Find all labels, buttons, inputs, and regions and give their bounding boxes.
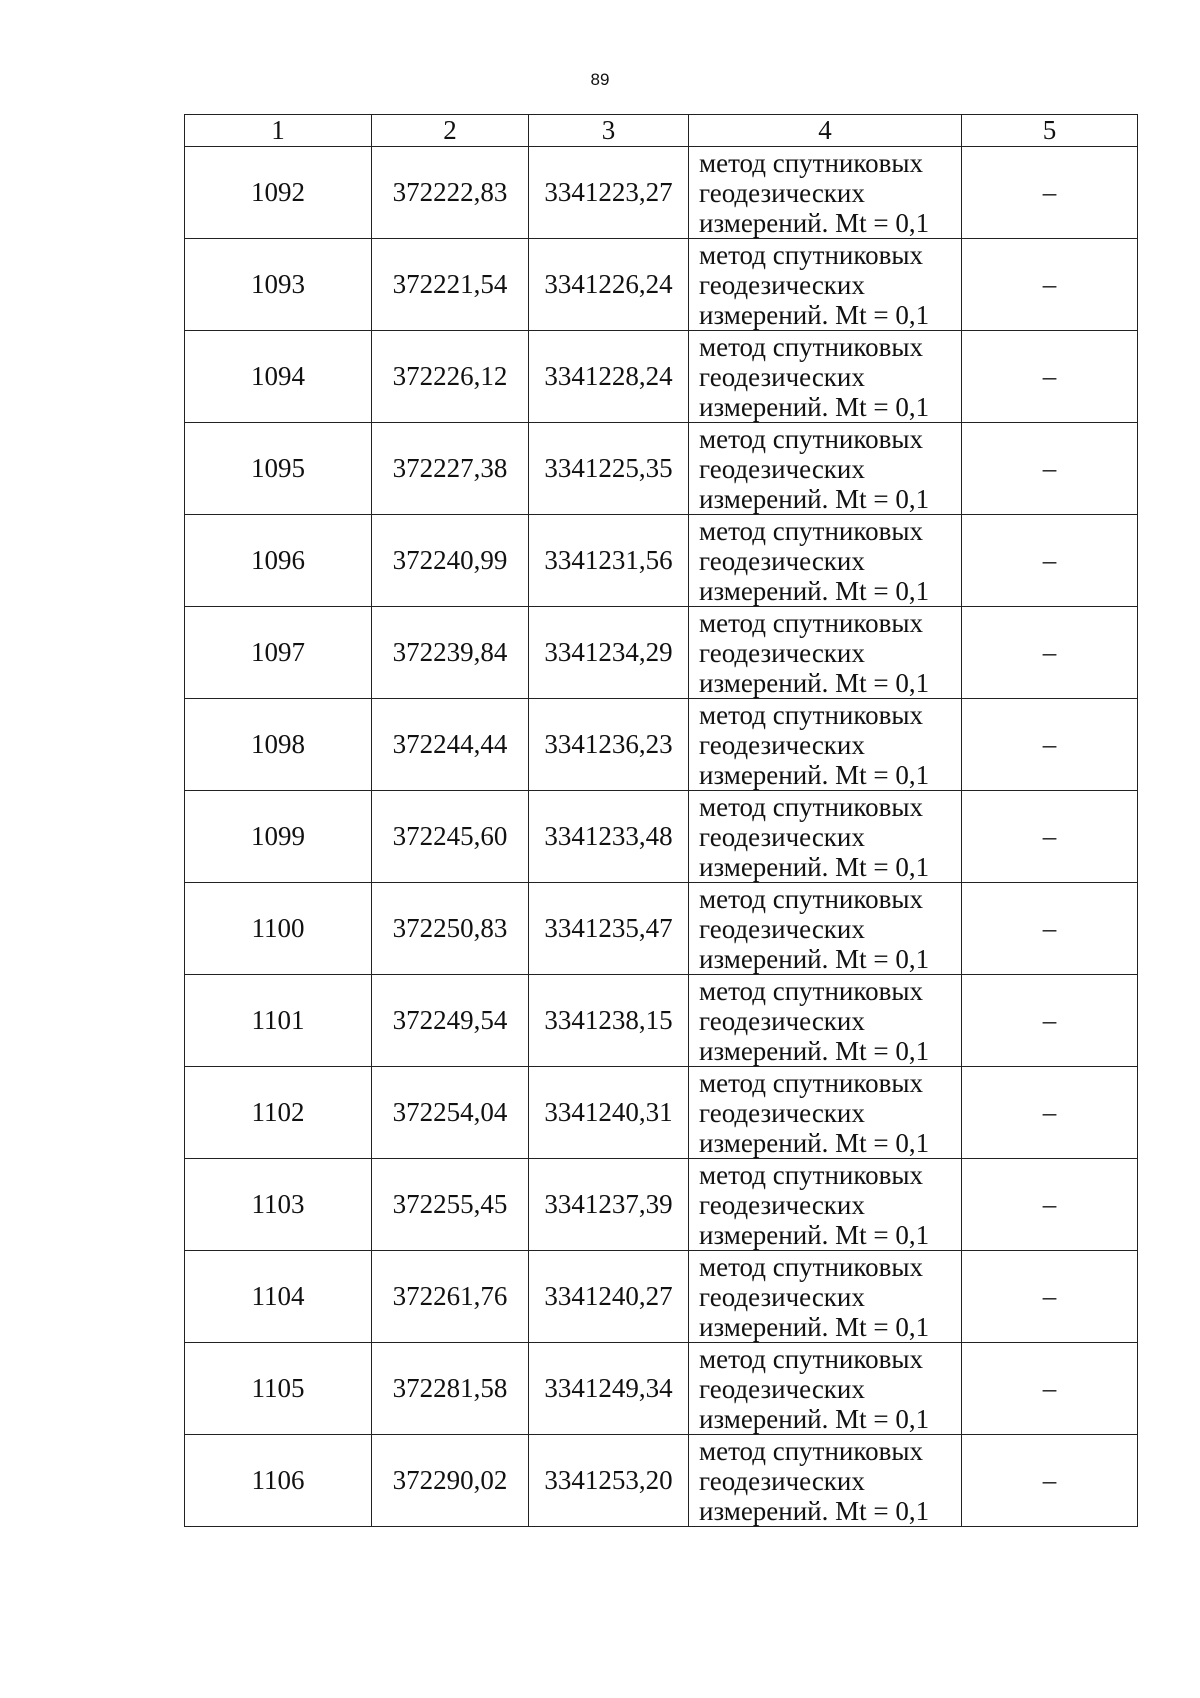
point-number-cell: 1094: [185, 331, 372, 423]
header-row: [185, 115, 1138, 147]
method-text-line: измерений. Mt = 0,1: [699, 483, 930, 514]
column-5-cell: –: [962, 791, 1138, 883]
column-5-cell: –: [962, 239, 1138, 331]
y-coordinate-cell: 3341223,27: [529, 147, 689, 239]
point-number-cell: 1099: [185, 791, 372, 883]
table-row: [185, 423, 1138, 515]
method-text-line: метод спутниковых: [699, 331, 923, 362]
method-text-line: метод спутниковых: [699, 1435, 923, 1466]
column-5-cell: –: [962, 423, 1138, 515]
method-cell: [689, 331, 962, 423]
method-cell: [689, 791, 962, 883]
method-text-line: метод спутниковых: [699, 1251, 923, 1282]
method-text-line: измерений. Mt = 0,1: [699, 851, 930, 882]
y-coordinate-cell: 3341228,24: [529, 331, 689, 423]
point-number-cell: 1092: [185, 147, 372, 239]
column-5-cell: –: [962, 1067, 1138, 1159]
table-body: [185, 147, 1138, 1527]
x-coordinate-cell: 372245,60: [372, 791, 529, 883]
header-cell-4: 4: [689, 115, 962, 147]
method-text-line: измерений. Mt = 0,1: [699, 1035, 930, 1066]
table-row: [185, 699, 1138, 791]
method-text-line: геодезических: [699, 729, 865, 760]
method-text-line: измерений. Mt = 0,1: [699, 207, 930, 238]
column-5-cell: –: [962, 699, 1138, 791]
x-coordinate-cell: 372261,76: [372, 1251, 529, 1343]
y-coordinate-cell: 3341226,24: [529, 239, 689, 331]
method-cell: [689, 1251, 962, 1343]
x-coordinate-cell: 372240,99: [372, 515, 529, 607]
y-coordinate-cell: 3341234,29: [529, 607, 689, 699]
x-coordinate-cell: 372222,83: [372, 147, 529, 239]
point-number-cell: 1101: [185, 975, 372, 1067]
method-text-line: геодезических: [699, 177, 865, 208]
method-text-line: геодезических: [699, 1005, 865, 1036]
point-number-cell: 1097: [185, 607, 372, 699]
method-text-line: измерений. Mt = 0,1: [699, 943, 930, 974]
table-row: [185, 147, 1138, 239]
method-text-line: измерений. Mt = 0,1: [699, 391, 930, 422]
column-5-cell: –: [962, 1159, 1138, 1251]
method-text-line: метод спутниковых: [699, 1343, 923, 1374]
table-row: [185, 883, 1138, 975]
x-coordinate-cell: 372250,83: [372, 883, 529, 975]
table-header: [185, 115, 1138, 147]
x-coordinate-cell: 372239,84: [372, 607, 529, 699]
table-row: [185, 1343, 1138, 1435]
column-5-cell: –: [962, 883, 1138, 975]
y-coordinate-cell: 3341238,15: [529, 975, 689, 1067]
method-text-line: измерений. Mt = 0,1: [699, 759, 930, 790]
x-coordinate-cell: 372281,58: [372, 1343, 529, 1435]
y-coordinate-cell: 3341240,31: [529, 1067, 689, 1159]
y-coordinate-cell: 3341233,48: [529, 791, 689, 883]
method-text-line: измерений. Mt = 0,1: [699, 1127, 930, 1158]
point-number-cell: 1093: [185, 239, 372, 331]
method-text-line: метод спутниковых: [699, 515, 923, 546]
method-cell: [689, 607, 962, 699]
y-coordinate-cell: 3341231,56: [529, 515, 689, 607]
x-coordinate-cell: 372255,45: [372, 1159, 529, 1251]
method-cell: [689, 239, 962, 331]
method-text-line: метод спутниковых: [699, 1067, 923, 1098]
column-5-cell: –: [962, 607, 1138, 699]
method-text-line: метод спутниковых: [699, 607, 923, 638]
method-text-line: метод спутниковых: [699, 975, 923, 1006]
method-text-line: геодезических: [699, 1465, 865, 1496]
x-coordinate-cell: 372221,54: [372, 239, 529, 331]
point-number-cell: 1102: [185, 1067, 372, 1159]
method-text-line: измерений. Mt = 0,1: [699, 667, 930, 698]
method-cell: [689, 423, 962, 515]
method-text-line: метод спутниковых: [699, 147, 923, 178]
method-text-line: геодезических: [699, 1097, 865, 1128]
table-row: [185, 1251, 1138, 1343]
method-text-line: геодезических: [699, 453, 865, 484]
point-number-cell: 1100: [185, 883, 372, 975]
point-number-cell: 1098: [185, 699, 372, 791]
y-coordinate-cell: 3341249,34: [529, 1343, 689, 1435]
method-text-line: геодезических: [699, 361, 865, 392]
column-5-cell: –: [962, 975, 1138, 1067]
method-text-line: метод спутниковых: [699, 1159, 923, 1190]
method-text-line: геодезических: [699, 1373, 865, 1404]
column-5-cell: –: [962, 331, 1138, 423]
method-cell: [689, 1343, 962, 1435]
table-row: [185, 791, 1138, 883]
point-number-cell: 1105: [185, 1343, 372, 1435]
coordinates-table: [184, 114, 1138, 1527]
y-coordinate-cell: 3341240,27: [529, 1251, 689, 1343]
column-5-cell: –: [962, 1435, 1138, 1527]
method-text-line: измерений. Mt = 0,1: [699, 1403, 930, 1434]
point-number-cell: 1095: [185, 423, 372, 515]
method-cell: [689, 147, 962, 239]
method-text-line: геодезических: [699, 269, 865, 300]
method-text-line: геодезических: [699, 545, 865, 576]
y-coordinate-cell: 3341235,47: [529, 883, 689, 975]
y-coordinate-cell: 3341225,35: [529, 423, 689, 515]
x-coordinate-cell: 372290,02: [372, 1435, 529, 1527]
y-coordinate-cell: 3341236,23: [529, 699, 689, 791]
point-number-cell: 1103: [185, 1159, 372, 1251]
header-cell-3: 3: [529, 115, 689, 147]
method-text-line: измерений. Mt = 0,1: [699, 1311, 930, 1342]
method-text-line: измерений. Mt = 0,1: [699, 575, 930, 606]
table-row: [185, 975, 1138, 1067]
method-text-line: метод спутниковых: [699, 699, 923, 730]
method-text-line: метод спутниковых: [699, 883, 923, 914]
method-text-line: геодезических: [699, 1281, 865, 1312]
method-text-line: измерений. Mt = 0,1: [699, 1495, 930, 1526]
point-number-cell: 1096: [185, 515, 372, 607]
method-cell: [689, 1435, 962, 1527]
table-row: [185, 1067, 1138, 1159]
x-coordinate-cell: 372227,38: [372, 423, 529, 515]
x-coordinate-cell: 372244,44: [372, 699, 529, 791]
header-cell-2: 2: [372, 115, 529, 147]
method-cell: [689, 699, 962, 791]
method-text-line: геодезических: [699, 821, 865, 852]
header-cell-5: 5: [962, 115, 1138, 147]
method-text-line: измерений. Mt = 0,1: [699, 299, 930, 330]
method-text-line: геодезических: [699, 1189, 865, 1220]
table-row: [185, 331, 1138, 423]
y-coordinate-cell: 3341237,39: [529, 1159, 689, 1251]
page-number: 89: [590, 70, 610, 89]
table-row: [185, 239, 1138, 331]
x-coordinate-cell: 372249,54: [372, 975, 529, 1067]
method-text-line: геодезических: [699, 637, 865, 668]
column-5-cell: –: [962, 147, 1138, 239]
table-row: [185, 1159, 1138, 1251]
column-5-cell: –: [962, 515, 1138, 607]
method-cell: [689, 1159, 962, 1251]
method-text-line: метод спутниковых: [699, 423, 923, 454]
table-row: [185, 1435, 1138, 1527]
point-number-cell: 1106: [185, 1435, 372, 1527]
header-cell-1: 1: [185, 115, 372, 147]
x-coordinate-cell: 372254,04: [372, 1067, 529, 1159]
method-cell: [689, 515, 962, 607]
y-coordinate-cell: 3341253,20: [529, 1435, 689, 1527]
table-row: [185, 515, 1138, 607]
method-cell: [689, 883, 962, 975]
point-number-cell: 1104: [185, 1251, 372, 1343]
x-coordinate-cell: 372226,12: [372, 331, 529, 423]
column-5-cell: –: [962, 1251, 1138, 1343]
method-cell: [689, 1067, 962, 1159]
column-5-cell: –: [962, 1343, 1138, 1435]
method-text-line: метод спутниковых: [699, 791, 923, 822]
method-text-line: геодезических: [699, 913, 865, 944]
method-text-line: метод спутниковых: [699, 239, 923, 270]
method-text-line: измерений. Mt = 0,1: [699, 1219, 930, 1250]
method-cell: [689, 975, 962, 1067]
table-row: [185, 607, 1138, 699]
